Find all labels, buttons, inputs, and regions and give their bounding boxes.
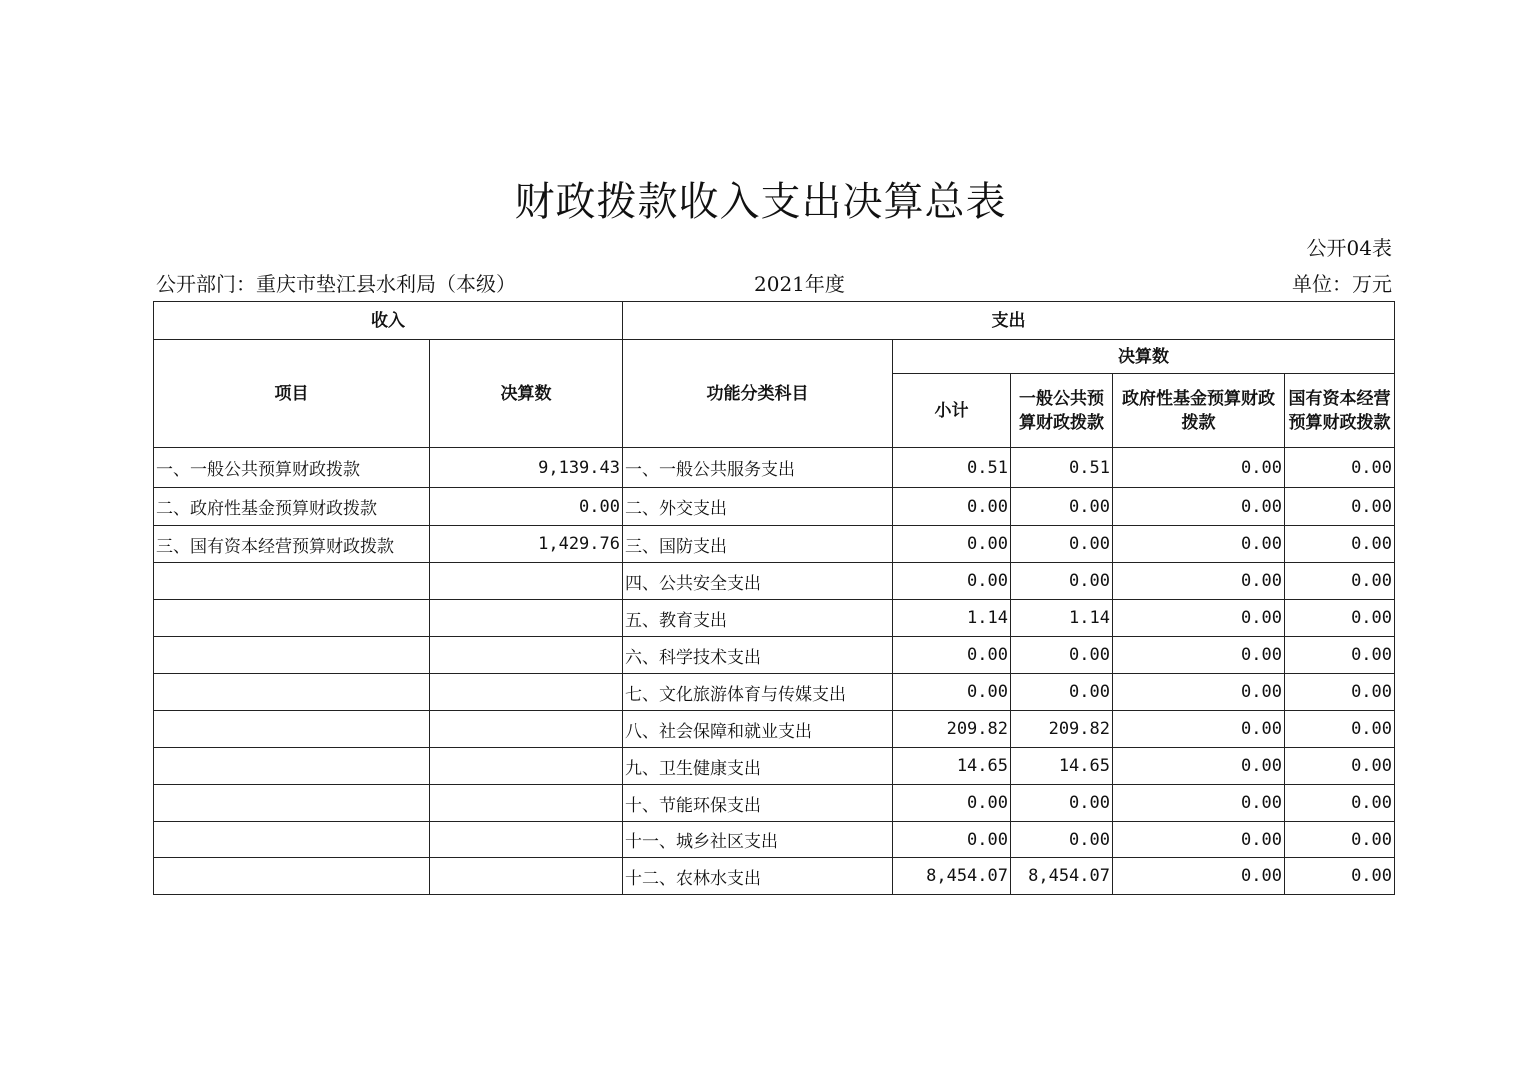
subtotal-cell: 0.51 <box>893 448 1011 488</box>
general-budget-cell: 209.82 <box>1011 711 1113 748</box>
income-item-cell <box>154 822 430 858</box>
header-gov-fund-budget: 政府性基金预算财政拨款 <box>1113 374 1285 448</box>
header-row-1 <box>154 302 1395 340</box>
table-row <box>154 858 1395 895</box>
subtotal-cell: 0.00 <box>893 563 1011 600</box>
income-amount-cell <box>430 637 623 674</box>
state-capital-cell: 0.00 <box>1285 600 1395 637</box>
income-item-cell <box>154 600 430 637</box>
subtotal-cell: 0.00 <box>893 822 1011 858</box>
unit-label: 单位：万元 <box>1292 272 1392 296</box>
income-item-cell <box>154 711 430 748</box>
subtotal-cell: 0.00 <box>893 526 1011 563</box>
form-number: 公开04表 <box>1306 236 1392 260</box>
income-item-cell: 一、一般公共预算财政拨款 <box>154 448 430 488</box>
income-amount-cell <box>430 748 623 785</box>
expense-item-cell: 十二、农林水支出 <box>623 858 893 895</box>
income-amount-cell: 1,429.76 <box>430 526 623 563</box>
subtotal-cell: 0.00 <box>893 488 1011 526</box>
department-label: 公开部门：重庆市垫江县水利局（本级） <box>156 272 516 296</box>
expense-item-cell: 十、节能环保支出 <box>623 785 893 822</box>
subtotal-cell: 8,454.07 <box>893 858 1011 895</box>
header-final-amount-group: 决算数 <box>893 340 1395 374</box>
state-capital-cell: 0.00 <box>1285 448 1395 488</box>
general-budget-cell: 1.14 <box>1011 600 1113 637</box>
income-item-cell <box>154 563 430 600</box>
income-amount-cell: 9,139.43 <box>430 448 623 488</box>
income-amount-cell: 0.00 <box>430 488 623 526</box>
gov-fund-cell: 0.00 <box>1113 785 1285 822</box>
expense-item-cell: 七、文化旅游体育与传媒支出 <box>623 674 893 711</box>
expense-item-cell: 三、国防支出 <box>623 526 893 563</box>
gov-fund-cell: 0.00 <box>1113 822 1285 858</box>
table-row <box>154 748 1395 785</box>
state-capital-cell: 0.00 <box>1285 748 1395 785</box>
expense-item-cell: 五、教育支出 <box>623 600 893 637</box>
income-item-cell <box>154 748 430 785</box>
table-row <box>154 448 1395 488</box>
expense-item-cell: 九、卫生健康支出 <box>623 748 893 785</box>
gov-fund-cell: 0.00 <box>1113 858 1285 895</box>
expense-item-cell: 六、科学技术支出 <box>623 637 893 674</box>
table-row <box>154 785 1395 822</box>
income-item-cell <box>154 785 430 822</box>
header-general-budget: 一般公共预算财政拨款 <box>1011 374 1113 448</box>
table-row <box>154 488 1395 526</box>
general-budget-cell: 14.65 <box>1011 748 1113 785</box>
header-subtotal: 小计 <box>893 374 1011 448</box>
header-expense: 支出 <box>623 302 1395 340</box>
gov-fund-cell: 0.00 <box>1113 674 1285 711</box>
income-amount-cell <box>430 600 623 637</box>
state-capital-cell: 0.00 <box>1285 637 1395 674</box>
subtotal-cell: 0.00 <box>893 674 1011 711</box>
state-capital-cell: 0.00 <box>1285 785 1395 822</box>
state-capital-cell: 0.00 <box>1285 488 1395 526</box>
state-capital-cell: 0.00 <box>1285 711 1395 748</box>
gov-fund-cell: 0.00 <box>1113 600 1285 637</box>
expense-item-cell: 四、公共安全支出 <box>623 563 893 600</box>
income-amount-cell <box>430 711 623 748</box>
income-amount-cell <box>430 785 623 822</box>
state-capital-cell: 0.00 <box>1285 563 1395 600</box>
general-budget-cell: 0.00 <box>1011 526 1113 563</box>
expense-item-cell: 十一、城乡社区支出 <box>623 822 893 858</box>
year-label: 2021年度 <box>754 272 845 296</box>
meta-row <box>156 268 1392 298</box>
income-item-cell: 三、国有资本经营预算财政拨款 <box>154 526 430 563</box>
header-item: 项目 <box>154 340 430 448</box>
budget-table <box>153 301 1395 895</box>
header-income: 收入 <box>154 302 623 340</box>
table-row <box>154 674 1395 711</box>
state-capital-cell: 0.00 <box>1285 674 1395 711</box>
income-amount-cell <box>430 858 623 895</box>
general-budget-cell: 0.51 <box>1011 448 1113 488</box>
income-item-cell <box>154 674 430 711</box>
header-function-category: 功能分类科目 <box>623 340 893 448</box>
gov-fund-cell: 0.00 <box>1113 748 1285 785</box>
general-budget-cell: 8,454.07 <box>1011 858 1113 895</box>
gov-fund-cell: 0.00 <box>1113 488 1285 526</box>
table-row <box>154 563 1395 600</box>
table-row <box>154 600 1395 637</box>
general-budget-cell: 0.00 <box>1011 563 1113 600</box>
general-budget-cell: 0.00 <box>1011 674 1113 711</box>
general-budget-cell: 0.00 <box>1011 637 1113 674</box>
gov-fund-cell: 0.00 <box>1113 637 1285 674</box>
state-capital-cell: 0.00 <box>1285 822 1395 858</box>
header-row-2 <box>154 340 1395 374</box>
income-amount-cell <box>430 563 623 600</box>
gov-fund-cell: 0.00 <box>1113 526 1285 563</box>
income-item-cell <box>154 858 430 895</box>
subtotal-cell: 0.00 <box>893 785 1011 822</box>
subtotal-cell: 209.82 <box>893 711 1011 748</box>
page-title: 财政拨款收入支出决算总表 <box>514 179 1007 225</box>
table-row <box>154 822 1395 858</box>
gov-fund-cell: 0.00 <box>1113 563 1285 600</box>
gov-fund-cell: 0.00 <box>1113 448 1285 488</box>
table-row <box>154 526 1395 563</box>
state-capital-cell: 0.00 <box>1285 858 1395 895</box>
expense-item-cell: 一、一般公共服务支出 <box>623 448 893 488</box>
gov-fund-cell: 0.00 <box>1113 711 1285 748</box>
expense-item-cell: 八、社会保障和就业支出 <box>623 711 893 748</box>
income-item-cell <box>154 637 430 674</box>
income-amount-cell <box>430 822 623 858</box>
general-budget-cell: 0.00 <box>1011 822 1113 858</box>
header-state-capital-budget: 国有资本经营预算财政拨款 <box>1285 374 1395 448</box>
subtotal-cell: 14.65 <box>893 748 1011 785</box>
income-amount-cell <box>430 674 623 711</box>
general-budget-cell: 0.00 <box>1011 488 1113 526</box>
table-row <box>154 637 1395 674</box>
subtotal-cell: 1.14 <box>893 600 1011 637</box>
expense-item-cell: 二、外交支出 <box>623 488 893 526</box>
header-final-amount: 决算数 <box>430 340 623 448</box>
subtotal-cell: 0.00 <box>893 637 1011 674</box>
state-capital-cell: 0.00 <box>1285 526 1395 563</box>
table-row <box>154 711 1395 748</box>
income-item-cell: 二、政府性基金预算财政拨款 <box>154 488 430 526</box>
general-budget-cell: 0.00 <box>1011 785 1113 822</box>
